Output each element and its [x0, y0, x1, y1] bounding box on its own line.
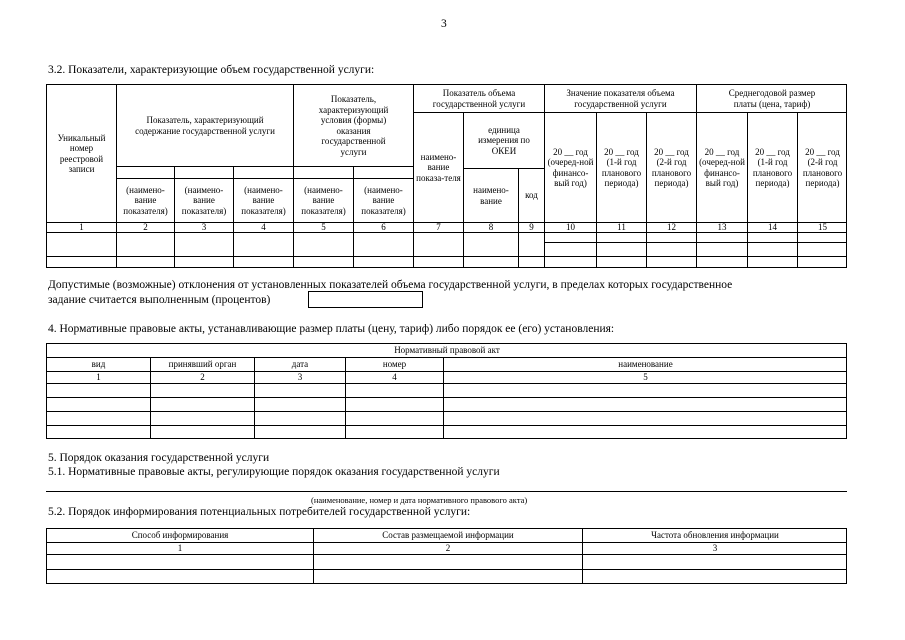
subheader-value-year-2: 20 __ год (2-й год планового периода): [646, 112, 696, 222]
section-5-1-heading: 5.1. Нормативные правовые акты, регулирующие порядок оказания государственной услуги: [48, 466, 500, 478]
colnum-2: 2: [150, 371, 254, 383]
subheader-fee-year-current: 20 __ год (очеред-ной финансо-вый год): [696, 112, 747, 222]
header-unique-number: Уникальный номер реестровой записи: [46, 84, 116, 222]
section-4-heading: 4. Нормативные правовые акты, устанавливающие размер платы (цену, тариф) либо порядок ее (его) установления:: [48, 323, 615, 335]
colnum-2: 2: [313, 542, 582, 554]
data-cell: [46, 411, 150, 425]
subheader-fee-year-1: 20 __ год (1-й год планового периода): [747, 112, 797, 222]
data-cell: [254, 411, 345, 425]
data-cell: [443, 411, 847, 425]
colnum-4: 4: [345, 371, 443, 383]
colnum-9: 9: [518, 222, 544, 232]
data-cell: [582, 554, 847, 569]
colnum-4: 4: [233, 222, 293, 232]
data-cell: [443, 425, 847, 439]
data-cell: [596, 242, 646, 256]
data-cell: [596, 232, 646, 242]
subheader-unit-name: наимено-вание: [463, 168, 518, 222]
subheader-value-year-1: 20 __ год (1-й год планового периода): [596, 112, 646, 222]
data-cell: [544, 256, 596, 268]
data-cell: [596, 256, 646, 268]
data-cell: [646, 232, 696, 242]
data-cell: [150, 425, 254, 439]
data-cell: [46, 554, 313, 569]
colnum-7: 7: [413, 222, 463, 232]
colnum-15: 15: [797, 222, 847, 232]
subheader-conditions-blank-2: [353, 166, 413, 178]
deviation-line-1: Допустимые (возможные) отклонения от установленных показателей объема государственной услуги, в пределах которых государственное: [48, 279, 733, 291]
data-cell: [116, 232, 174, 256]
data-cell: [174, 232, 233, 256]
data-cell: [345, 411, 443, 425]
data-cell: [233, 256, 293, 268]
subheader-conditions-name-2: (наимено-вание показателя): [353, 178, 413, 222]
informing-table: [46, 528, 847, 584]
data-cell: [293, 256, 353, 268]
data-cell: [747, 232, 797, 242]
data-cell: [443, 397, 847, 411]
subheader-content-name-1: (наимено-вание показателя): [116, 178, 174, 222]
section-3-2-heading: 3.2. Показатели, характеризующие объем государственной услуги:: [48, 64, 375, 76]
data-cell: [46, 232, 116, 256]
data-cell: [747, 256, 797, 268]
data-cell: [463, 256, 518, 268]
colnum-14: 14: [747, 222, 797, 232]
subheader-unit-okei: единица измерения по ОКЕИ: [463, 112, 544, 168]
colnum-10: 10: [544, 222, 596, 232]
data-cell: [544, 242, 596, 256]
data-cell: [313, 554, 582, 569]
header-legal-act: Нормативный правовой акт: [46, 343, 847, 357]
data-cell: [696, 242, 747, 256]
subheader-volume-name: наимено-вание показа-теля: [413, 112, 463, 222]
colnum-3: 3: [174, 222, 233, 232]
colnum-5: 5: [443, 371, 847, 383]
subheader-conditions-name-1: (наимено-вание показателя): [293, 178, 353, 222]
data-cell: [518, 232, 544, 256]
data-cell: [46, 397, 150, 411]
data-cell: [413, 256, 463, 268]
colnum-1: 1: [46, 222, 116, 232]
header-issuing-body: принявший орган: [150, 357, 254, 371]
data-cell: [254, 397, 345, 411]
data-cell: [544, 232, 596, 242]
page-number: 3: [441, 18, 447, 30]
section-5-2-heading: 5.2. Порядок информирования потенциальных потребителей государственной услуги:: [48, 506, 471, 518]
subheader-content-blank-1: [116, 166, 174, 178]
data-cell: [254, 425, 345, 439]
normative-act-caption: (наименование, номер и дата нормативного правового акта): [311, 495, 528, 505]
subheader-value-year-current: 20 __ год (очеред-ной финансо-вый год): [544, 112, 596, 222]
data-cell: [518, 256, 544, 268]
subheader-content-blank-3: [233, 166, 293, 178]
subheader-unit-code: код: [518, 168, 544, 222]
data-cell: [313, 569, 582, 584]
colnum-8: 8: [463, 222, 518, 232]
header-title: наименование: [443, 357, 847, 371]
data-cell: [150, 411, 254, 425]
data-cell: [353, 256, 413, 268]
colnum-12: 12: [646, 222, 696, 232]
data-cell: [646, 242, 696, 256]
subheader-content-name-3: (наимено-вание показателя): [233, 178, 293, 222]
data-cell: [174, 256, 233, 268]
header-inform-method: Способ информирования: [46, 528, 313, 542]
colnum-6: 6: [353, 222, 413, 232]
header-number: номер: [345, 357, 443, 371]
colnum-3: 3: [582, 542, 847, 554]
data-cell: [413, 232, 463, 256]
data-cell: [463, 232, 518, 256]
header-avg-fee: Среднегодовой размер платы (цена, тариф): [696, 84, 847, 112]
header-content-indicator: Показатель, характеризующий содержание государственной услуги: [116, 84, 293, 166]
colnum-13: 13: [696, 222, 747, 232]
subheader-content-name-2: (наимено-вание показателя): [174, 178, 233, 222]
data-cell: [797, 242, 847, 256]
colnum-5: 5: [293, 222, 353, 232]
colnum-1: 1: [46, 371, 150, 383]
header-volume-value: Значение показателя объема государственной услуги: [544, 84, 696, 112]
data-cell: [116, 256, 174, 268]
deviation-line-2: задание считается выполненным (процентов): [48, 294, 271, 306]
data-cell: [46, 569, 313, 584]
header-update-frequency: Частота обновления информации: [582, 528, 847, 542]
header-conditions-indicator: Показатель, характеризующий условия (формы) оказания государственной услуги: [293, 84, 413, 166]
data-cell: [696, 232, 747, 242]
data-cell: [293, 232, 353, 256]
data-cell: [345, 397, 443, 411]
data-cell: [582, 569, 847, 584]
colnum-1: 1: [46, 542, 313, 554]
header-kind: вид: [46, 357, 150, 371]
header-volume-indicator: Показатель объема государственной услуги: [413, 84, 544, 112]
section-5-heading: 5. Порядок оказания государственной услуги: [48, 452, 270, 464]
header-date: дата: [254, 357, 345, 371]
volume-indicators-table: [46, 84, 847, 268]
data-cell: [353, 232, 413, 256]
colnum-11: 11: [596, 222, 646, 232]
deviation-percent-box[interactable]: [308, 291, 423, 308]
data-cell: [797, 232, 847, 242]
data-cell: [747, 242, 797, 256]
colnum-2: 2: [116, 222, 174, 232]
data-cell: [797, 256, 847, 268]
colnum-3: 3: [254, 371, 345, 383]
data-cell: [46, 425, 150, 439]
subheader-content-blank-2: [174, 166, 233, 178]
data-cell: [345, 425, 443, 439]
normative-act-line: [46, 491, 847, 492]
data-cell: [254, 383, 345, 397]
data-cell: [150, 383, 254, 397]
subheader-fee-year-2: 20 __ год (2-й год планового периода): [797, 112, 847, 222]
data-cell: [696, 256, 747, 268]
legal-acts-table: [46, 343, 847, 439]
subheader-conditions-blank-1: [293, 166, 353, 178]
data-cell: [46, 256, 116, 268]
data-cell: [646, 256, 696, 268]
data-cell: [233, 232, 293, 256]
data-cell: [345, 383, 443, 397]
data-cell: [443, 383, 847, 397]
header-info-content: Состав размещаемой информации: [313, 528, 582, 542]
data-cell: [150, 397, 254, 411]
data-cell: [46, 383, 150, 397]
